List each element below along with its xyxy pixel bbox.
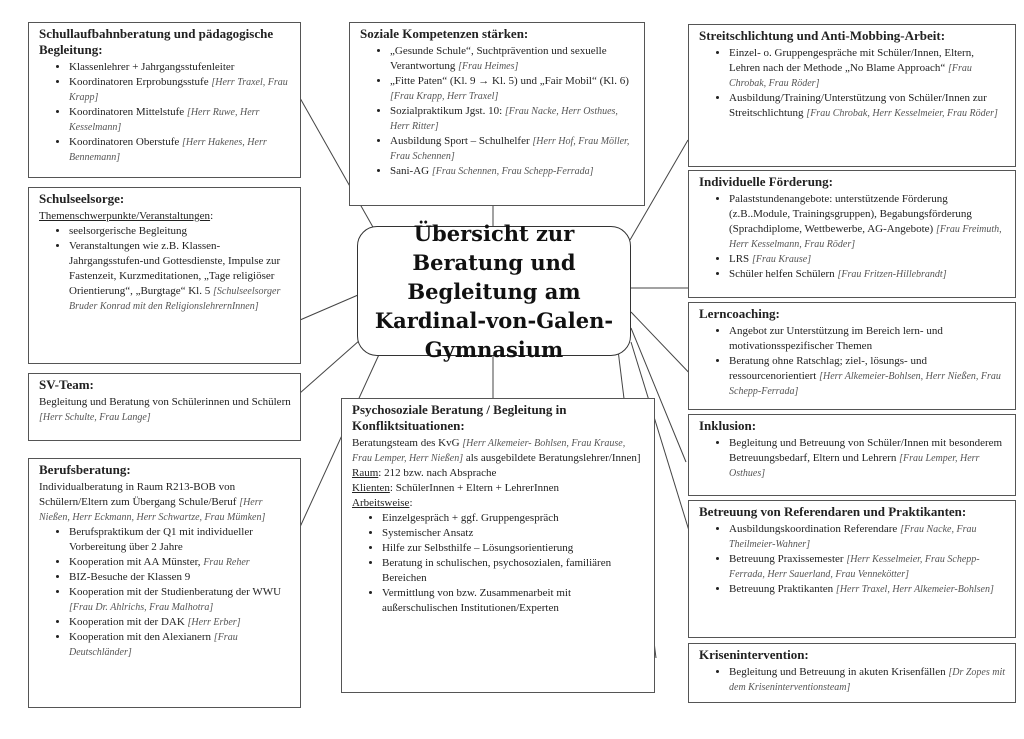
box-inklusion bbox=[688, 414, 1016, 496]
box-svteam bbox=[28, 373, 301, 441]
list-item: • Kooperation mit AA Münster, Frau Reher bbox=[69, 555, 292, 570]
list-item: • Sani-AG [Frau Schennen, Frau Schepp-Ferrada] bbox=[390, 164, 636, 179]
box-berufsberatung-title: Berufsberatung: bbox=[39, 462, 131, 477]
list-item: • Berufspraktikum der Q1 mit individueller Vorbereitung über 2 Jahre bbox=[69, 525, 292, 555]
box-berufsberatung-text: Individualberatung in Raum R213-BOB von Schülern/Eltern zum Übergang Schule/Beruf [Herr Nießen, Herr Eckmann, Herr Schwartze, Frau Mümken] bbox=[39, 481, 266, 523]
box-svteam-title: SV-Team: bbox=[39, 377, 94, 392]
list-item: • Begleitung und Betreuung von Schüler/Innen mit besonderem Betreuungsbedarf, Eltern und Lehrern [Frau Lemper, Herr Osthues] bbox=[729, 436, 1007, 481]
list-item: • Kooperation mit der DAK [Herr Erber] bbox=[69, 615, 292, 630]
list-item: • Koordinatoren Mittelstufe [Herr Ruwe, Herr Kesselmann] bbox=[69, 105, 292, 135]
box-seelsorge-subtitle: Themenschwerpunkte/Veranstaltungen: bbox=[39, 210, 214, 222]
box-lerncoaching-title: Lerncoaching: bbox=[699, 306, 780, 321]
list-item: • seelsorgerische Begleitung bbox=[69, 224, 292, 239]
list-item: • Palaststundenangebote: unterstützende Förderung (z.B..Module, Trainingsgruppen), Begabungsförderung (Sprachdiplome, Wettbewerbe, AG-Angebote) [Frau Freimuth, Herr Kesselmann, Frau Röder] bbox=[729, 192, 1007, 252]
list-item: • Einzel- o. Gruppengespräche mit Schüler/Innen, Eltern, Lehren nach der Methode „No Blame Approach“ [Frau Chrobak, Frau Röder] bbox=[729, 46, 1007, 91]
list-item: • Systemischer Ansatz bbox=[382, 526, 646, 541]
central-title: Übersicht zur Beratung und Begleitung am Kardinal-von-Galen-Gymnasium bbox=[374, 220, 614, 362]
box-psycho-arbeitsweise: Arbeitsweise: bbox=[352, 497, 413, 509]
box-psycho-team: Beratungsteam des KvG [Herr Alkemeier- Bohlsen, Frau Krause, Frau Lemper, Herr Nießen] als ausgebildete Beratungslehrer/Innen] bbox=[352, 437, 641, 464]
box-psycho-raum: Raum: 212 bzw. nach Absprache bbox=[352, 467, 497, 479]
box-inklusion-title: Inklusion: bbox=[699, 418, 757, 433]
list-item: • Vermittlung von bzw. Zusammenarbeit mit außerschulischen Institutionen/Experten bbox=[382, 586, 646, 616]
list-item: • Schüler helfen Schülern [Frau Fritzen-Hillebrandt] bbox=[729, 267, 1007, 282]
box-krise bbox=[688, 643, 1016, 703]
list-item: • Koordinatoren Erprobungsstufe [Herr Traxel, Frau Krapp] bbox=[69, 75, 292, 105]
list-item: • Ausbildungskoordination Referendare [Frau Nacke, Frau Theilmeier-Wahner] bbox=[729, 522, 1007, 552]
list-item: • Betreuung Praktikanten [Herr Traxel, Herr Alkemeier-Bohlsen] bbox=[729, 582, 1007, 597]
list-item: • Beratung in schulischen, psychosozialen, familiären Bereichen bbox=[382, 556, 646, 586]
box-berufsberatung bbox=[28, 458, 301, 708]
box-soziale bbox=[349, 22, 645, 206]
list-item: • Angebot zur Unterstützung im Bereich lern- und motivationsspezifischer Themen bbox=[729, 324, 1007, 354]
list-item: • Ausbildung/Training/Unterstützung von Schüler/Innen zur Streitschlichtung [Frau Chrobak, Herr Kesselmeier, Frau Röder] bbox=[729, 91, 1007, 121]
connector-lerncoaching bbox=[631, 312, 696, 380]
list-item: • Koordinatoren Oberstufe [Herr Hakenes, Herr Bennemann] bbox=[69, 135, 292, 165]
box-schullaufbahn-title: Schullaufbahnberatung und pädagogische Begleitung: bbox=[39, 26, 274, 57]
list-item: • Sozialpraktikum Jgst. 10: [Frau Nacke, Herr Osthues, Herr Ritter] bbox=[390, 104, 636, 134]
list-item: • „Gesunde Schule“, Suchtprävention und sexuelle Verantwortung [Frau Heimes] bbox=[390, 44, 636, 74]
list-item: • LRS [Frau Krause] bbox=[729, 252, 1007, 267]
box-lerncoaching bbox=[688, 302, 1016, 410]
list-item: • Kooperation mit den Alexianern [Frau Deutschländer] bbox=[69, 630, 292, 660]
box-svteam-text: Begleitung und Beratung von Schülerinnen und Schülern [Herr Schulte, Frau Lange] bbox=[39, 396, 291, 423]
list-item: • Veranstaltungen wie z.B. Klassen-Jahrgangsstufen-und Gottesdienste, Impulse zur Fastenzeit, Kurzmeditationen, „Tage religiöser Orientierung“, „Burgtage“ Kl. 5 [Schulseelsorger Bruder Konrad mit den ReligionslehrernInnen] bbox=[69, 239, 292, 314]
list-item: • Begleitung und Betreuung in akuten Krisenfällen [Dr Zopes mit dem Kriseninterventionsteam] bbox=[729, 665, 1007, 695]
box-psycho bbox=[341, 398, 655, 693]
list-item: • „Fitte Paten“ (Kl. 9 → Kl. 5) und „Fair Mobil“ (Kl. 6) [Frau Krapp, Herr Traxel] bbox=[390, 74, 636, 104]
box-seelsorge-title: Schulseelsorge: bbox=[39, 191, 125, 206]
list-item: • Einzelgespräch + ggf. Gruppengespräch bbox=[382, 511, 646, 526]
box-foerderung bbox=[688, 170, 1016, 298]
box-schullaufbahn bbox=[28, 22, 301, 178]
list-item: • Betreuung Praxissemester [Herr Kesselmeier, Frau Schepp-Ferrada, Herr Sauerland, Frau Vennekötter] bbox=[729, 552, 1007, 582]
box-streit bbox=[688, 24, 1016, 167]
box-referendare-title: Betreuung von Referendaren und Praktikanten: bbox=[699, 504, 967, 519]
box-krise-title: Krisenintervention: bbox=[699, 647, 809, 662]
list-item: • Hilfe zur Selbsthilfe – Lösungsorientierung bbox=[382, 541, 646, 556]
box-soziale-title: Soziale Kompetenzen stärken: bbox=[360, 26, 529, 41]
box-referendare bbox=[688, 500, 1016, 638]
box-foerderung-title: Individuelle Förderung: bbox=[699, 174, 833, 189]
list-item: • Klassenlehrer + Jahrgangsstufenleiter bbox=[69, 60, 292, 75]
box-psycho-klienten: Klienten: SchülerInnen + Eltern + LehrerInnen bbox=[352, 482, 559, 494]
box-psycho-title: Psychosoziale Beratung / Begleitung in Konfliktsituationen: bbox=[352, 402, 567, 433]
list-item: • Kooperation mit der Studienberatung der WWU [Frau Dr. Ahlrichs, Frau Malhotra] bbox=[69, 585, 292, 615]
connector-svteam bbox=[300, 340, 360, 393]
list-item: • BIZ-Besuche der Klassen 9 bbox=[69, 570, 292, 585]
box-seelsorge bbox=[28, 187, 301, 364]
box-streit-title: Streitschlichtung und Anti-Mobbing-Arbeit: bbox=[699, 28, 946, 43]
connector-seelsorge bbox=[300, 292, 365, 320]
list-item: • Ausbildung Sport – Schulhelfer [Herr Hof, Frau Möller, Frau Schennen] bbox=[390, 134, 636, 164]
list-item: • Beratung ohne Ratschlag; ziel-, lösungs- und ressourcenorientiert [Herr Alkemeier-Bohlsen, Herr Nießen, Frau Schepp-Ferrada] bbox=[729, 354, 1007, 399]
central-title-node bbox=[357, 220, 631, 362]
